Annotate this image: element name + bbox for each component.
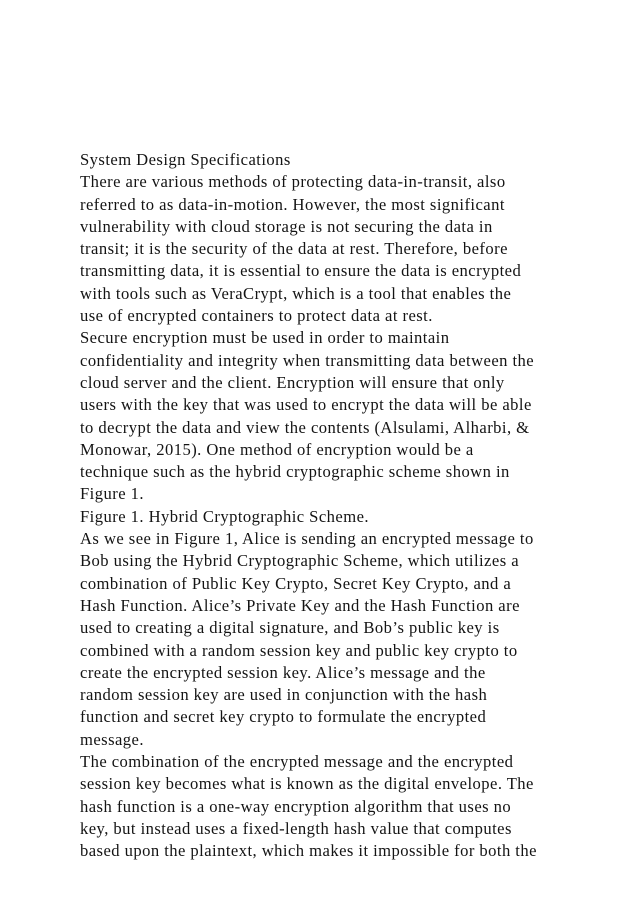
text-line: based upon the plaintext, which makes it impossible for both the — [80, 841, 537, 861]
text-line: combined with a random session key and public key crypto to — [80, 640, 518, 660]
text-line: create the encrypted session key. Alice’s message and the — [80, 662, 486, 682]
text-line: hash function is a one-way encryption algorithm that uses no — [80, 796, 512, 816]
text-line: with tools such as VeraCrypt, which is a tool that enables the — [80, 283, 512, 303]
text-line: message. — [80, 729, 144, 749]
text-line: combination of Public Key Crypto, Secret Key Crypto, and a — [80, 573, 512, 593]
text-line: users with the key that was used to encrypt the data will be able — [80, 395, 532, 415]
text-line: Hash Function. Alice’s Private Key and the Hash Function are — [80, 595, 520, 615]
text-line: Monowar, 2015). One method of encryption would be a — [80, 439, 474, 459]
text-line: Bob using the Hybrid Cryptographic Scheme, which utilizes a — [80, 551, 520, 571]
section-heading: System Design Specifications — [80, 150, 291, 169]
text-line: As we see in Figure 1, Alice is sending an encrypted message to — [80, 529, 534, 549]
text-line: used to creating a digital signature, and Bob’s public key is — [80, 618, 500, 638]
text-line: Figure 1. — [80, 484, 144, 504]
text-line: session key becomes what is known as the digital envelope. The — [80, 774, 534, 794]
figure-caption: Figure 1. Hybrid Cryptographic Scheme. — [80, 506, 370, 526]
text-line: The combination of the encrypted message and the encrypted — [80, 752, 514, 772]
text-line: cloud server and the client. Encryption will ensure that only — [80, 372, 505, 392]
text-line: technique such as the hybrid cryptographic scheme shown in — [80, 462, 510, 482]
text-line: vulnerability with cloud storage is not securing the data in — [80, 216, 493, 236]
text-line: There are various methods of protecting data-in-transit, also — [80, 172, 506, 192]
text-line: transit; it is the security of the data at rest. Therefore, before — [80, 239, 508, 259]
text-line: use of encrypted containers to protect data at rest. — [80, 306, 433, 326]
text-line: to decrypt the data and view the contents (Alsulami, Alharbi, & — [80, 417, 530, 437]
text-line: key, but instead uses a fixed-length hash value that computes — [80, 818, 512, 838]
text-line: confidentiality and integrity when transmitting data between the — [80, 350, 535, 370]
document-body — [80, 149, 600, 863]
text-line: referred to as data-in-motion. However, the most significant — [80, 194, 505, 214]
text-line: function and secret key crypto to formulate the encrypted — [80, 707, 487, 727]
text-line: random session key are used in conjunction with the hash — [80, 685, 488, 705]
text-line: transmitting data, it is essential to ensure the data is encrypted — [80, 261, 522, 281]
text-line: Secure encryption must be used in order to maintain — [80, 328, 450, 348]
